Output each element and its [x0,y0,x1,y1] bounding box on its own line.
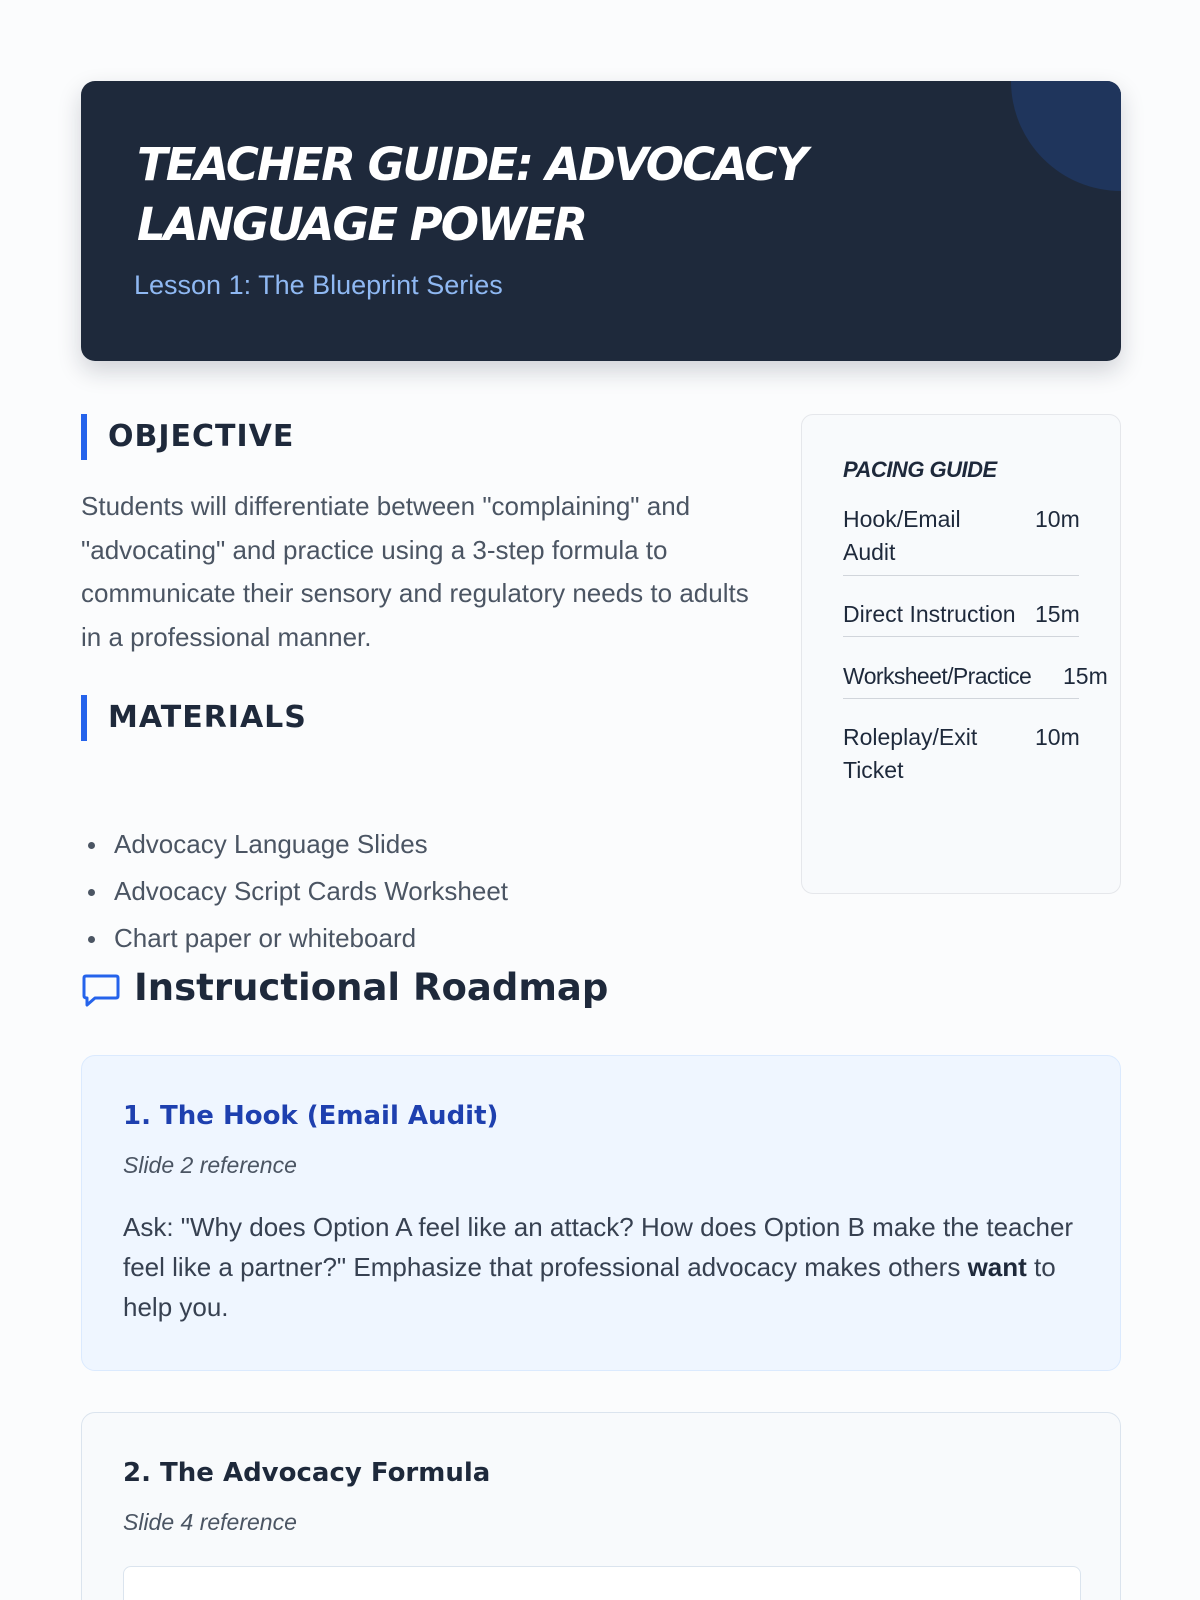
step-body [123,1207,1083,1327]
list-item: Advocacy Script Cards Worksheet [81,868,508,915]
pacing-row-label: Roleplay/Exit Ticket [843,724,978,783]
objective-text: Students will differentiate between "complaining" and "advocating" and practice using a 3-step formula to communicate their sensory and regulatory needs to adults in a professional manner. [81,491,749,652]
chat-bubble-icon [81,970,121,1010]
list-item: Chart paper or whiteboard [81,915,508,962]
pacing-row [843,721,1079,791]
pacing-guide-title: PACING GUIDE [843,457,997,482]
pacing-row [843,660,1108,699]
pacing-row-time: 10m [1035,506,1080,532]
slide-reference: Slide 4 reference [123,1509,297,1535]
step-body-text: Ask: "Why does Option A feel like an attack? How does Option B make the teacher feel like a partner?" Emphasize that professional advocacy makes others [123,1212,1074,1282]
decorative-circle [1011,81,1121,191]
pacing-row-label: Hook/Email Audit [843,506,961,565]
pacing-row-time: 15m [1063,663,1108,689]
page-subtitle: Lesson 1: The Blueprint Series [134,270,503,300]
pacing-guide-card [801,414,1121,894]
teacher-guide-page [81,81,1121,1535]
roadmap-step-card [81,1412,1121,1600]
list-item: Advocacy Language Slides [81,821,508,868]
pacing-row [843,598,1079,637]
pacing-row-label: Direct Instruction [843,601,1016,627]
step-body-emphasis: want [967,1252,1027,1282]
materials-heading: MATERIALS [81,695,307,741]
objective-heading: OBJECTIVE [81,414,294,460]
page-title: TEACHER GUIDE: ADVOCACY LANGUAGE POWER [137,138,807,251]
pacing-row-time: 15m [1035,601,1080,627]
slide-reference: Slide 2 reference [123,1152,297,1178]
pacing-row-time: 10m [1035,724,1080,750]
pacing-row [843,503,1079,576]
materials-list [81,821,508,962]
roadmap-step-card [81,1055,1121,1371]
header-banner [81,81,1121,361]
step-title: 2. The Advocacy Formula [123,1458,491,1488]
step-body-text: to help you. [123,1252,1056,1322]
roadmap-title: Instructional Roadmap [134,966,609,1009]
step-title: 1. The Hook (Email Audit) [123,1101,499,1131]
formula-box [123,1566,1081,1600]
pacing-row-label: Worksheet/Practice [843,663,1032,689]
